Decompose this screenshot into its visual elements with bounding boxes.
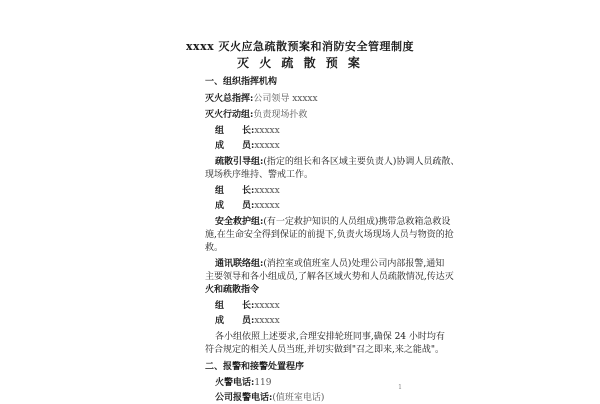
team1-member-label: 成 员: [215, 141, 255, 151]
comm-label: 通讯联络组: [215, 259, 264, 269]
document-subtitle: 灭 火 疏 散 预 案 [237, 56, 363, 70]
team1-leader-line [215, 125, 280, 137]
team1-member-value: xxxxx [254, 141, 280, 151]
comm-line-3: 火和疏散指令 [205, 285, 260, 295]
comm-line-1 [215, 258, 444, 270]
evacuation-line-2: 现场秩序维持、警戒工作。 [205, 170, 314, 180]
company-phone-line [215, 392, 324, 404]
rescue-line-2: 施,在生命安全得到保证的前提下,负责火场现场人员与物资的抢 [205, 230, 454, 240]
rescue-label: 安全救护组: [215, 217, 264, 227]
company-phone-label: 公司报警电话: [215, 393, 273, 403]
team2-leader-label: 组 长: [215, 186, 255, 196]
fire-phone-line [215, 377, 272, 389]
team3-leader-label: 组 长: [215, 301, 255, 311]
evacuation-text-1: (指定的组长和各区域主要负责人)协调人员疏散、 [263, 157, 460, 167]
action-team-line [205, 109, 307, 121]
duty-line-1: 各小组依照上述要求,合理安排轮班同事,确保 24 小时均有 [215, 332, 445, 342]
section-heading-2: 二、报警和接警处置程序 [205, 362, 305, 372]
commander-value: 公司领导 xxxxx [253, 94, 318, 104]
page-number: 1 [398, 384, 402, 391]
team2-leader-value: xxxxx [254, 186, 280, 196]
team2-member-line [215, 200, 280, 212]
team3-member-label: 成 员: [215, 316, 255, 326]
evacuation-line-1 [215, 156, 459, 168]
team3-leader-line [215, 300, 280, 312]
team2-leader-line [215, 185, 280, 197]
team1-member-line [215, 140, 280, 152]
rescue-line-3: 救。 [205, 243, 224, 253]
document-title: xxxx 灭火应急疏散预案和消防安全管理制度 [185, 40, 415, 53]
evacuation-label: 疏散引导组: [215, 157, 264, 167]
team3-leader-value: xxxxx [254, 301, 280, 311]
team3-member-value: xxxxx [254, 316, 280, 326]
company-phone-value: (值班室电话) [272, 393, 325, 403]
team2-member-value: xxxxx [254, 201, 280, 211]
action-team-label: 灭火行动组: [205, 110, 254, 120]
team2-member-label: 成 员: [215, 201, 255, 211]
team3-member-line [215, 315, 280, 327]
rescue-text-1: (有一定救护知识的人员组成)携带急救箱急救设 [263, 217, 451, 227]
section-heading-1: 一、组织指挥机构 [205, 77, 278, 87]
rescue-line-1 [215, 216, 450, 228]
commander-line [205, 93, 318, 105]
fire-phone-label: 火警电话: [215, 378, 255, 388]
fire-phone-value: 119 [254, 378, 272, 388]
team1-leader-label: 组 长: [215, 126, 255, 136]
duty-line-2: 符合规定的相关人员当班,并切实做到"召之即来,来之能战"。 [205, 345, 445, 355]
comm-text-1: (消控室或值班室人员)处理公司内部报警,通知 [263, 259, 445, 269]
team1-leader-value: xxxxx [254, 126, 280, 136]
commander-label: 灭火总指挥: [205, 94, 254, 104]
comm-line-2: 主要领导和各小组成员,了解各区域火势和人员疏散情况,传达灭 [205, 272, 454, 282]
action-team-value: 负责现场扑救 [253, 110, 308, 120]
